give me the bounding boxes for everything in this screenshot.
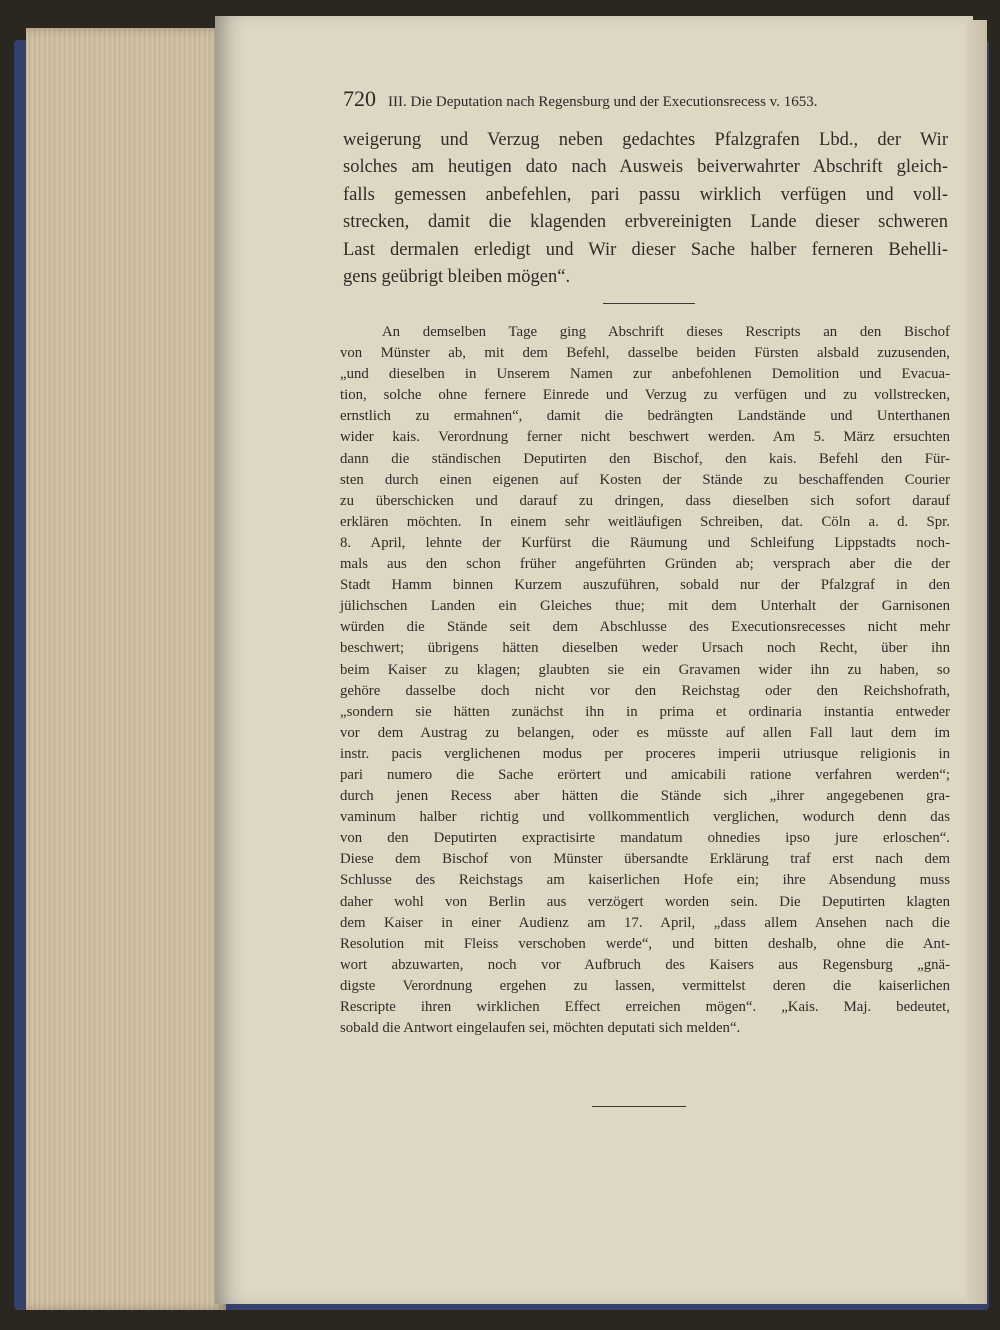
text-line: Schlusse des Reichstags am kaiserlichen Hofe ein; ihre Absendung muss	[340, 872, 950, 889]
text-line: tion, solche ohne fernere Einrede und Verzug zu verfügen und zu vollstrecken,	[340, 387, 950, 404]
page-number: 720	[343, 86, 376, 111]
running-header	[343, 86, 948, 112]
text-line: von Münster ab, mit dem Befehl, dasselbe beiden Fürsten alsbald zuzusenden,	[340, 345, 950, 362]
running-title: III. Die Deputation nach Regensburg und der Executionsrecess v. 1653.	[388, 94, 818, 110]
text-line: beschwert; übrigens hätten dieselben weder Ursach noch Recht, über ihn	[340, 640, 950, 657]
text-line: beim Kaiser zu klagen; glaubten sie ein Gravamen wider ihn zu haben, so	[340, 661, 950, 678]
text-line: 8. April, lehnte der Kurfürst die Räumung und Schleifung Lippstadts noch-	[340, 534, 950, 551]
text-line: strecken, damit die klagenden erbvereinigten Lande dieser schweren	[343, 212, 948, 233]
page-edges	[26, 28, 226, 1310]
text-line: Diese dem Bischof von Münster übersandte Erklärung traf erst nach dem	[340, 851, 950, 868]
text-line: vaminum halber richtig und vollkommentlich verglichen, wodurch denn das	[340, 809, 950, 826]
text-line: von den Deputirten expractisirte mandatum ohnedies ipso jure erloschen“.	[340, 830, 950, 847]
text-line: mals aus den schon früher angeführten Gründen ab; versprach aber die der	[340, 556, 950, 573]
text-line: wort abzuwarten, noch vor Aufbruch des Kaisers aus Regensburg „gnä-	[340, 956, 950, 973]
text-line: erklären möchten. In einem sehr weitläufigen Schreiben, dat. Cöln a. d. Spr.	[340, 513, 950, 530]
text-line: Resolution mit Fleiss verschoben werde“, und bitten deshalb, ohne die Ant-	[340, 935, 950, 952]
text-line: An demselben Tage ging Abschrift dieses Rescripts an den Bischof	[382, 324, 950, 340]
facing-page-edge	[965, 20, 987, 1304]
text-line: wider kais. Verordnung ferner nicht beschwert werden. Am 5. März ersuchten	[340, 429, 950, 446]
text-line: gehöre dasselbe doch nicht vor den Reichstag oder den Reichshofrath,	[340, 682, 950, 699]
end-divider	[592, 1106, 686, 1107]
text-line: dann die ständischen Deputirten den Bischof, den kais. Befehl den Für-	[340, 450, 950, 467]
text-line: „und dieselben in Unserem Namen zur anbefohlenen Demolition und Evacua-	[340, 366, 950, 383]
text-line: vor dem Austrag zu belangen, oder es müsste auf allen Fall laut dem im	[340, 724, 950, 741]
section-divider	[603, 303, 695, 304]
text-line: Last dermalen erledigt und Wir dieser Sache halber ferneren Behelli-	[343, 239, 948, 260]
text-line: sten durch einen eigenen auf Kosten der Stände zu beschaffenden Courier	[340, 471, 950, 488]
text-line: „sondern sie hätten zunächst ihn in prima et ordinaria instantia entweder	[340, 703, 950, 720]
text-line: durch jenen Recess aber hätten die Stände sich „ihrer angegebenen gra-	[340, 788, 950, 805]
paragraph-narrative	[340, 322, 950, 1039]
text-line: daher wohl von Berlin aus verzögert worden sein. Die Deputirten klagten	[340, 893, 950, 910]
text-line: digste Verordnung ergehen zu lassen, vermittelst deren die kaiserlichen	[340, 977, 950, 994]
text-line: falls gemessen anbefehlen, pari passu wirklich verfügen und voll-	[343, 184, 948, 205]
text-line: Stadt Hamm binnen Kurzem auszuführen, sobald nur der Pfalzgraf in den	[340, 577, 950, 594]
text-line: sobald die Antwort eingelaufen sei, möchten deputati sich melden“.	[340, 1020, 741, 1037]
text-line: Rescripte ihren wirklichen Effect erreichen mögen“. „Kais. Maj. bedeutet,	[340, 999, 950, 1015]
text-line: pari numero die Sache erörtert und amicabili ratione verfahren werden“;	[340, 766, 950, 783]
paragraph-quote-end	[343, 127, 948, 291]
text-line: ernstlich zu ermahnen“, damit die bedrängten Landstände und Unterthanen	[340, 408, 950, 425]
text-line: instr. pacis verglichenen modus per proceres imperii utriusque religionis in	[340, 745, 950, 762]
text-line: gens geübrigt bleiben mögen“.	[343, 267, 571, 288]
text-line: weigerung und Verzug neben gedachtes Pfalzgrafen Lbd., der Wir	[343, 130, 948, 150]
text-line: dem Kaiser in einer Audienz am 17. April, „dass allem Ansehen nach die	[340, 914, 950, 931]
text-line: jülichschen Landen ein Gleiches thue; mit dem Unterhalt der Garnisonen	[340, 598, 950, 615]
text-line: solches am heutigen dato nach Ausweis beiverwahrter Abschrift gleich-	[343, 157, 948, 178]
text-line: würden die Stände seit dem Abschlusse des Executionsrecesses nicht mehr	[340, 619, 950, 636]
text-line: zu überschicken und darauf zu dringen, dass dieselben sich sofort darauf	[340, 492, 950, 509]
